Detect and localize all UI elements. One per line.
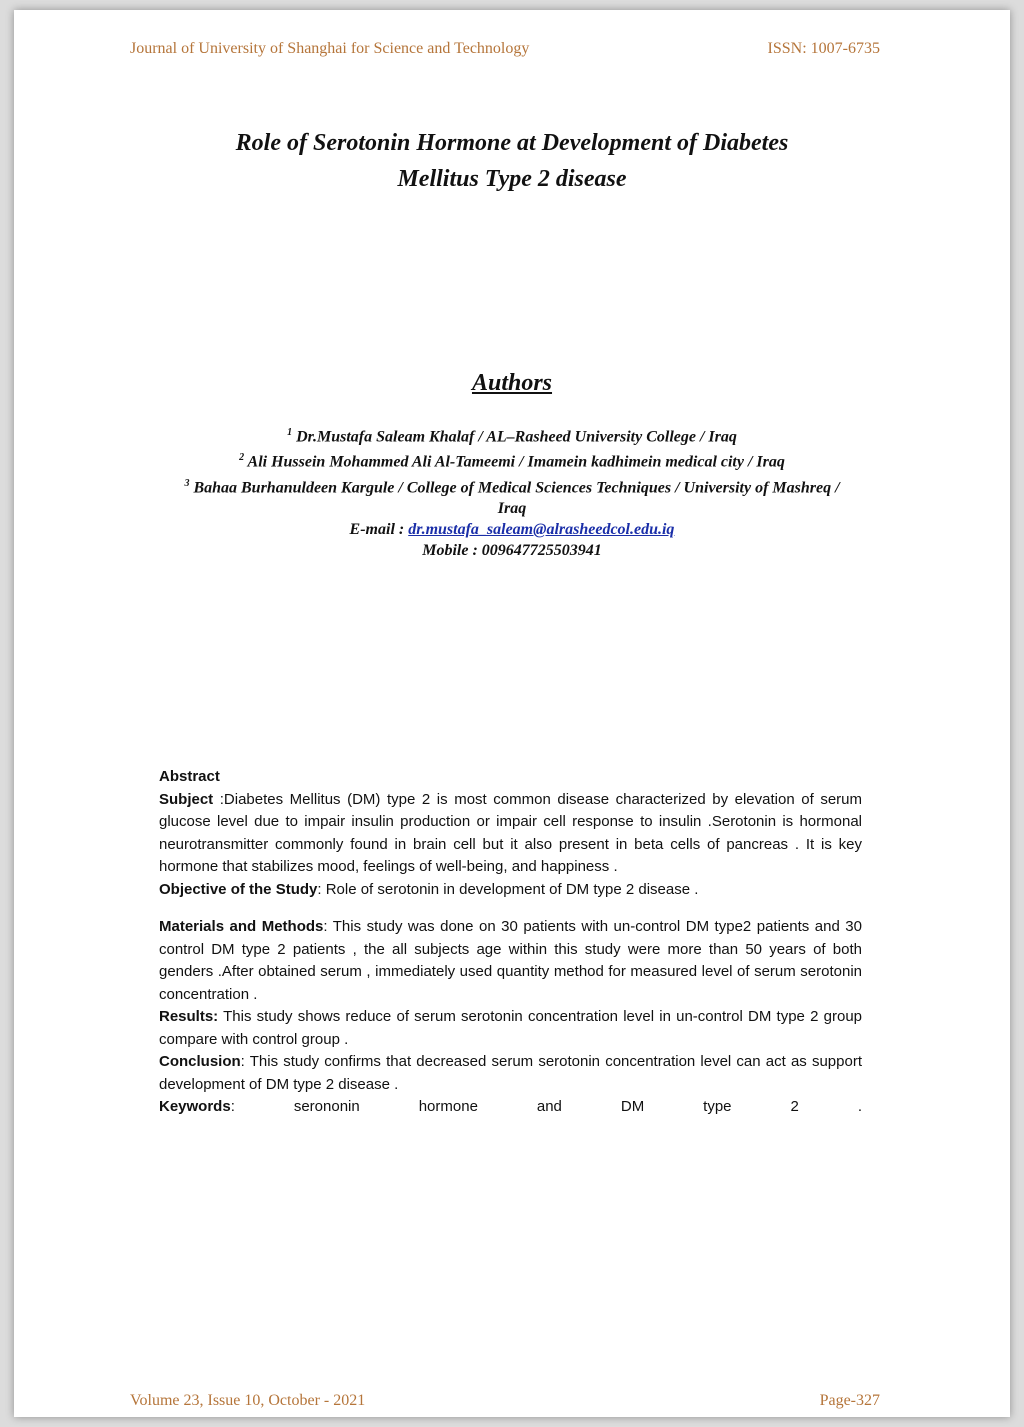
results-paragraph: [159, 1006, 862, 1051]
issn: ISSN: 1007-6735: [767, 40, 880, 57]
results-label: Results:: [159, 1008, 219, 1025]
mobile-line: Mobile : 009647725503941: [422, 541, 602, 559]
running-header: [130, 40, 880, 58]
author-list: [169, 422, 855, 561]
email-line: [169, 519, 855, 540]
author-2: [169, 447, 855, 472]
author-3-text: Bahaa Burhanuldeen Kargule / College of Medical Sciences Techniques / University of Mashreq / Iraq: [193, 478, 840, 517]
keyword: .: [857, 1098, 862, 1115]
email-label: E-mail :: [349, 520, 405, 538]
objective-label: Objective of the Study: [159, 880, 318, 898]
conclusion-paragraph: [159, 1051, 862, 1096]
paper-title: [164, 125, 860, 197]
methods-label: Materials and Methods: [159, 918, 324, 935]
subject-label: Subject: [159, 790, 214, 808]
title-line-1: Role of Serotonin Hormone at Development of Diabetes: [235, 130, 789, 156]
author-2-text: Ali Hussein Mohammed Ali Al-Tameemi / Imamein kadhimein medical city / Iraq: [247, 453, 785, 471]
methods-paragraph: [159, 916, 862, 1006]
abstract-heading: Abstract: [159, 768, 220, 785]
keyword: 2: [790, 1098, 799, 1115]
affiliation-number: 3: [184, 477, 190, 489]
abstract-section: [159, 766, 862, 1119]
email-link[interactable]: dr.mustafa_saleam@alrasheedcol.edu.iq: [408, 520, 675, 538]
keyword: type: [703, 1098, 732, 1115]
affiliation-number: 2: [239, 452, 245, 464]
keywords-line: Keywords: serononin hormone and DM type 2 .: [159, 1096, 862, 1119]
keyword: serononin: [293, 1098, 360, 1115]
conclusion-text: : This study confirms that decreased serum serotonin concentration level can act as support development of DM type 2 disease .: [159, 1053, 862, 1093]
page-number: Page-327: [819, 1392, 880, 1409]
methods-text: : This study was done on 30 patients with un-control DM type2 patients and 30 control DM type 2 patients , the all subjects age within this study were more than 50 years of both genders .After obtained serum , immediately used quantity method for measured level of serum serotonin concentration .: [159, 918, 862, 1003]
authors-heading: Authors: [471, 370, 553, 396]
keywords-label: Keywords: [159, 1098, 231, 1115]
keyword: DM: [620, 1098, 645, 1115]
subject-paragraph: [159, 789, 862, 879]
objective-text: : Role of serotonin in development of DM type 2 disease .: [317, 880, 699, 898]
subject-text: :Diabetes Mellitus (DM) type 2 is most common disease characterized by elevation of serum glucose level due to impair insulin production or impair cell response to insulin .Serotonin is hormonal neurotransmitter commonly found in brain cell but it also present in beta cells of pancreas . It is key hormone that stabilizes mood, feelings of well-being, and happiness .: [159, 790, 862, 875]
keyword: hormone: [418, 1098, 478, 1115]
conclusion-label: Conclusion: [159, 1053, 241, 1070]
objective-paragraph: [159, 879, 862, 902]
affiliation-number: 1: [287, 427, 293, 438]
title-line-2: Mellitus Type 2 disease: [397, 166, 627, 192]
author-1: [169, 422, 855, 447]
keyword: and: [536, 1098, 562, 1115]
results-text: This study shows reduce of serum serotonin concentration level in un-control DM type 2 group compare with control group .: [159, 1008, 862, 1048]
paper-page: [14, 10, 1010, 1417]
author-1-text: Dr.Mustafa Saleam Khalaf / AL–Rasheed University College / Iraq: [296, 428, 737, 446]
running-footer: [130, 1392, 880, 1410]
volume-info: Volume 23, Issue 10, October - 2021: [130, 1392, 366, 1409]
journal-name: Journal of University of Shanghai for Science and Technology: [130, 40, 530, 57]
author-3: [169, 473, 855, 519]
